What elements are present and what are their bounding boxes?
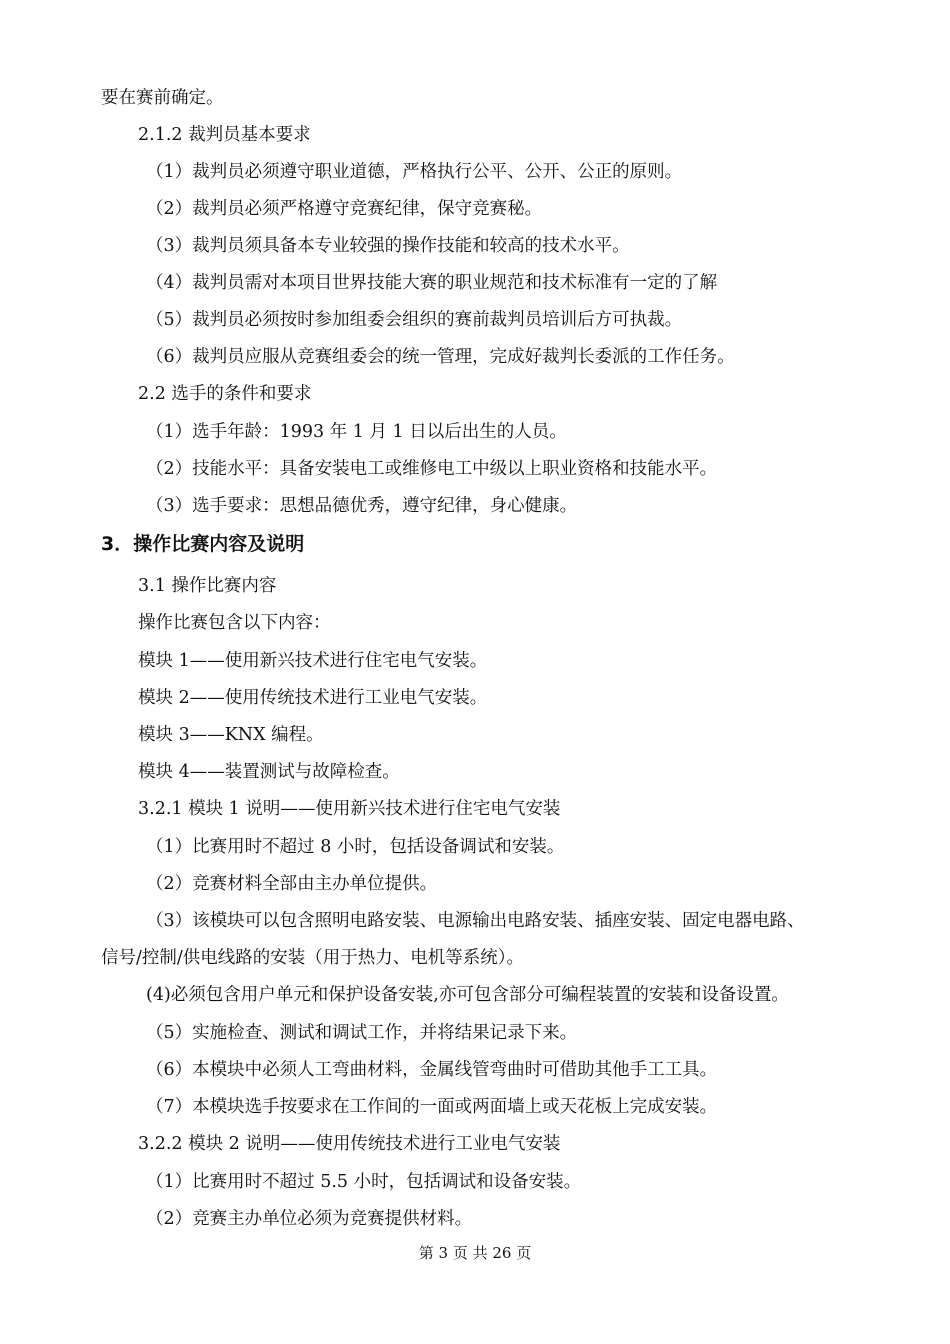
- text-line: 要在赛前确定。: [101, 88, 224, 108]
- list-item: （5）实施检查、测试和调试工作，并将结果记录下来。: [146, 1023, 578, 1043]
- page-number-footer: 第 3 页 共 26 页: [418, 1244, 532, 1262]
- module-item: 模块 4——装置测试与故障检查。: [138, 762, 400, 782]
- subsection-title: 3.2.2 模块 2 说明——使用传统技术进行工业电气安装: [138, 1134, 561, 1154]
- list-item: （2）裁判员必须严格遵守竞赛纪律，保守竞赛秘。: [146, 199, 543, 219]
- list-item: （6）本模块中必须人工弯曲材料，金属线管弯曲时可借助其他手工工具。: [146, 1060, 718, 1080]
- subsection-title: 2.1.2 裁判员基本要求: [138, 125, 311, 145]
- list-item: （1）比赛用时不超过 5.5 小时，包括调试和设备安装。: [146, 1172, 582, 1192]
- module-item: 模块 2——使用传统技术进行工业电气安装。: [138, 688, 488, 708]
- list-item: （2）竞赛主办单位必须为竞赛提供材料。: [146, 1209, 473, 1229]
- list-item-continuation: 信号/控制/供电线路的安装（用于热力、电机等系统）。: [101, 948, 525, 968]
- subsection-title: 3.2.1 模块 1 说明——使用新兴技术进行住宅电气安装: [138, 799, 561, 819]
- list-item: （6）裁判员应服从竞赛组委会的统一管理，完成好裁判长委派的工作任务。: [146, 347, 735, 367]
- list-item: （7）本模块选手按要求在工作间的一面或两面墙上或天花板上完成安装。: [146, 1097, 718, 1117]
- list-item: （2）竞赛材料全部由主办单位提供。: [146, 874, 438, 894]
- list-item: （2）技能水平：具备安装电工或维修电工中级以上职业资格和技能水平。: [146, 459, 718, 479]
- list-item: （1）选手年龄：1993 年 1 月 1 日以后出生的人员。: [146, 422, 567, 442]
- list-item: （3）该模块可以包含照明电路安装、电源输出电路安装、插座安装、固定电器电路、: [146, 911, 805, 931]
- list-item: （4）裁判员需对本项目世界技能大赛的职业规范和技术标准有一定的了解: [146, 273, 718, 293]
- subsection-title: 3.1 操作比赛内容: [138, 576, 277, 596]
- list-item: （1）裁判员必须遵守职业道德，严格执行公平、公开、公正的原则。: [146, 162, 683, 182]
- list-item: （3）裁判员须具备本专业较强的操作技能和较高的技术水平。: [146, 236, 630, 256]
- list-item: （3）选手要求：思想品德优秀，遵守纪律，身心健康。: [146, 496, 578, 516]
- text-line: 操作比赛包含以下内容：: [138, 613, 331, 633]
- list-item: （1）比赛用时不超过 8 小时，包括设备调试和安装。: [146, 837, 565, 857]
- subsection-title: 2.2 选手的条件和要求: [138, 384, 312, 404]
- module-item: 模块 3——KNX 编程。: [138, 725, 324, 745]
- module-item: 模块 1——使用新兴技术进行住宅电气安装。: [138, 651, 488, 671]
- list-item: (4)必须包含用户单元和保护设备安装,亦可包含部分可编程装置的安装和设备设置。: [146, 985, 789, 1005]
- list-item: （5）裁判员必须按时参加组委会组织的赛前裁判员培训后方可执裁。: [146, 310, 683, 330]
- section-heading: 3．操作比赛内容及说明: [101, 533, 305, 555]
